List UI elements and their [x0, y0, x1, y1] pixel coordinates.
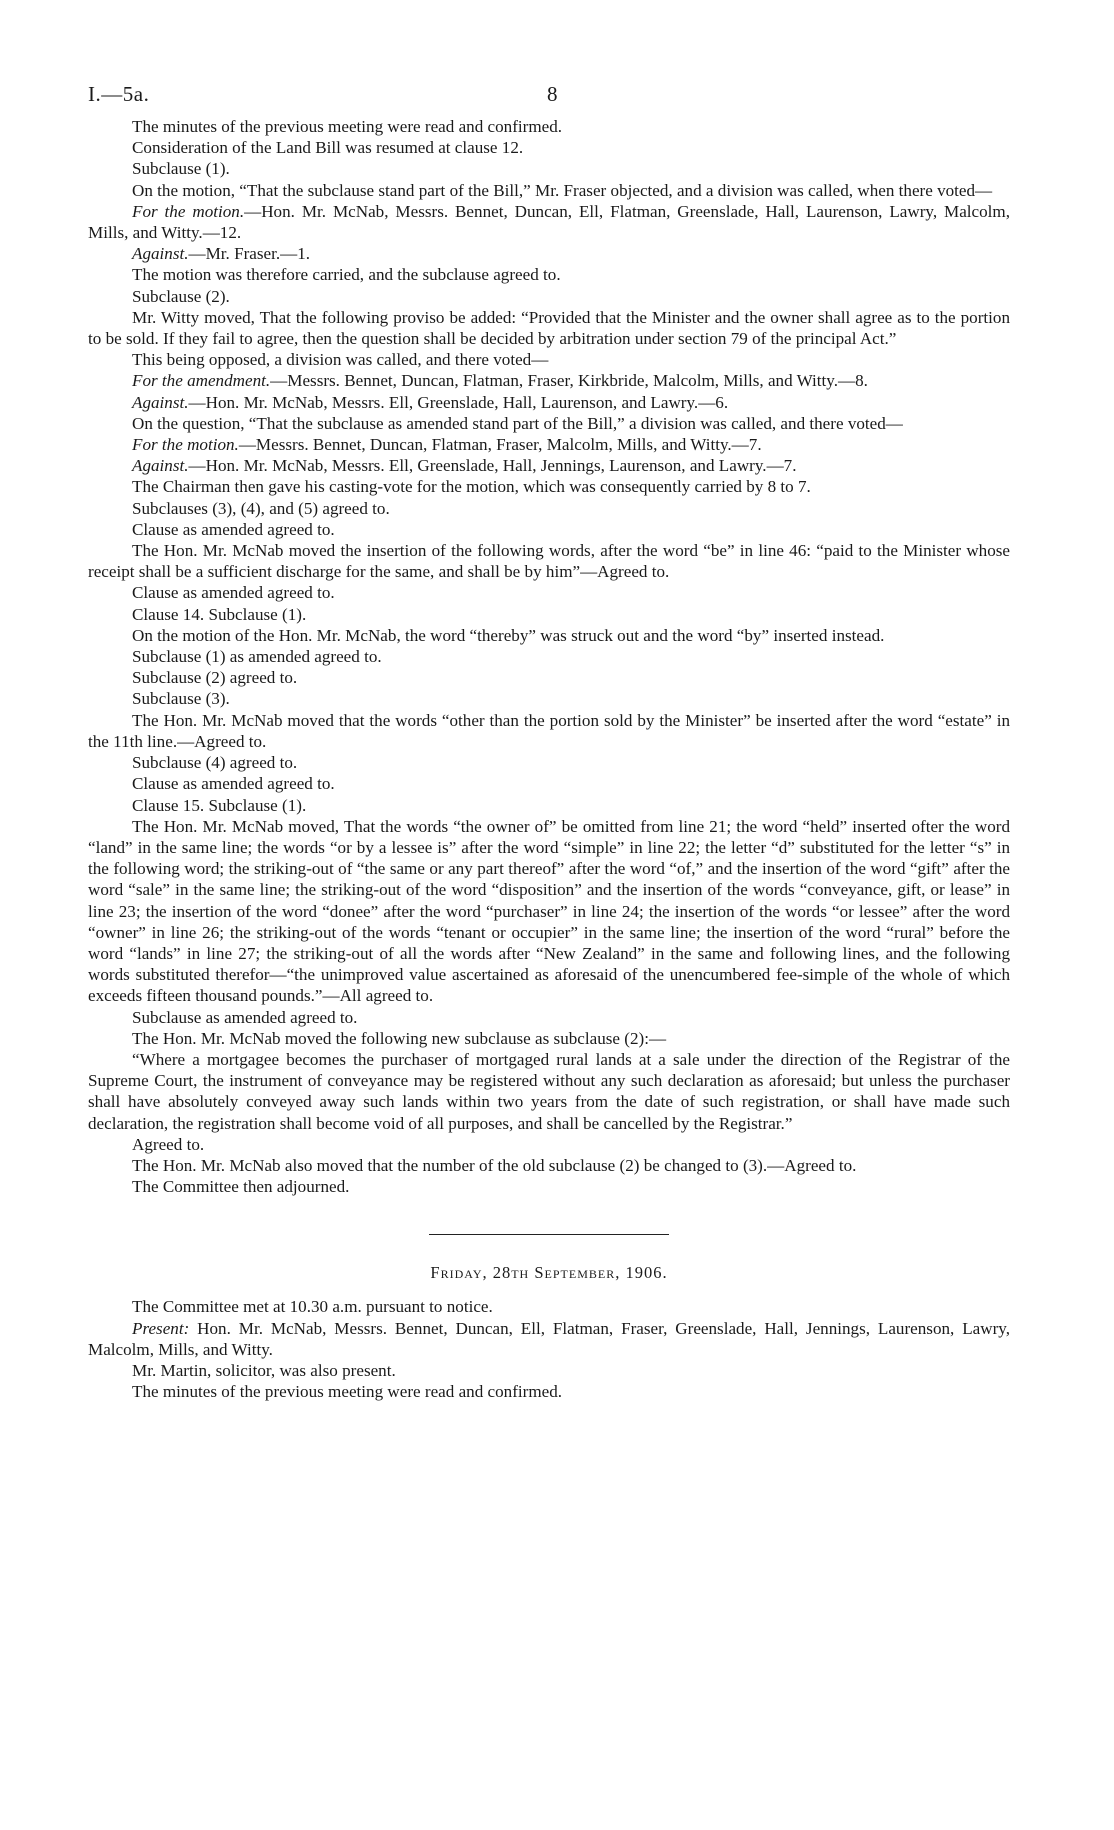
minutes-body-part-1 [88, 116, 1010, 1197]
paragraph: Clause as amended agreed to. [132, 774, 335, 794]
paragraph-label: For the motion. [132, 201, 245, 221]
paragraph: This being opposed, a division was called, and there voted— [132, 350, 549, 370]
paragraph-label: Against. [132, 392, 189, 412]
paragraph-label: For the motion. [132, 435, 239, 455]
paragraph [88, 455, 1010, 476]
paragraph-label: For the amendment. [132, 371, 271, 391]
page-number: 8 [547, 82, 558, 106]
paragraph: Agreed to. [132, 1134, 205, 1154]
paragraph: Clause as amended agreed to. [132, 519, 335, 539]
paragraph: Subclause as amended agreed to. [132, 1007, 358, 1027]
paragraph: The Committee then adjourned. [132, 1177, 350, 1197]
paragraph: Subclause (2). [132, 286, 230, 306]
paragraph [88, 201, 1010, 243]
paragraph: On the question, “That the subclause as amended stand part of the Bill,” a division was called, and there voted— [132, 413, 903, 433]
paragraph: Subclause (3). [132, 689, 230, 709]
paragraph-label: Present: [132, 1318, 190, 1338]
minutes-body-part-2 [88, 1296, 1010, 1402]
paragraph-text: Hon. Mr. McNab, Messrs. Bennet, Duncan, Ell, Flatman, Fraser, Greenslade, Hall, Jennings, Laurenson, Lawry, Malcolm, Mills, and Witty. [88, 1318, 1010, 1359]
page-header [88, 72, 1010, 112]
paragraph: On the motion of the Hon. Mr. McNab, the word “thereby” was struck out and the word “by” inserted instead. [132, 625, 885, 645]
paragraph: The Chairman then gave his casting-vote for the motion, which was consequently carried by 8 to 7. [132, 477, 811, 497]
paragraph: Subclause (1) as amended agreed to. [132, 647, 382, 667]
paragraph-text: —Hon. Mr. McNab, Messrs. Ell, Greenslade, Hall, Laurenson, and Lawry.—6. [188, 392, 729, 412]
paragraph-text: —Hon. Mr. McNab, Messrs. Bennet, Duncan, Ell, Flatman, Greenslade, Hall, Laurenson, Lawry, Malcolm, Mills, and Witty.—12. [88, 201, 1010, 243]
paragraph: The motion was therefore carried, and the subclause agreed to. [132, 265, 561, 285]
paragraph: The Hon. Mr. McNab moved, That the words “the owner of” be omitted from line 21; the word “held” inserted ofter the word “land” in the same line; the words “or by a lessee is” after the word “simple” in line 22; the letter “d” substituted for the letter “s” in the following word; the striking-out of “the same or any part thereof” after the word “of,” and the insertion of the word “gift” after the word “sale” in the same line; the striking-out of the word “disposition” and the insertion of the words “conveyance, gift, or lease” in line 23; the insertion of the word “donee” after the word “purchaser” in line 24; the insertion of the words “or lessee” after the word “owner” in line 26; the striking-out of the words “tenant or occupier” in the same line; the insertion of the word “rural” before the word “lands” in line 27; the striking-out of all the words after “New Zealand” in the same and following lines, and the following words substituted therefor—“the unimproved value ascertained as aforesaid of the unencumbered fee-simple of the whole of which exceeds fifteen thousand pounds.”—All agreed to. [88, 816, 1010, 1006]
paragraph: The Hon. Mr. McNab moved the following new subclause as subclause (2):— [132, 1028, 667, 1048]
paragraph-label: Against. [132, 456, 189, 476]
paragraph-text: —Hon. Mr. McNab, Messrs. Ell, Greenslade, Hall, Jennings, Laurenson, and Lawry.—7. [188, 456, 797, 476]
paragraph [88, 370, 1010, 391]
paragraph-text: —Mr. Fraser.—1. [188, 244, 311, 264]
paragraph-label: Against. [132, 244, 189, 264]
paragraph: Clause 15. Subclause (1). [132, 795, 307, 815]
paragraph: Subclause (2) agreed to. [132, 668, 298, 688]
paragraph: Subclause (4) agreed to. [132, 753, 298, 773]
paragraph: “Where a mortgagee becomes the purchaser of mortgaged rural lands at a sale under the direction of the Registrar of the Supreme Court, the instrument of conveyance may be registered without any such declaration as aforesaid; but unless the purchaser shall have absolutely conveyed away such lands within two years from the date of such registration, or shall have made such declaration, the registration shall become void of all purposes, and shall be cancelled by the Registrar.” [88, 1049, 1010, 1133]
paragraph: Subclauses (3), (4), and (5) agreed to. [132, 498, 390, 518]
paragraph: The Hon. Mr. McNab moved that the words “other than the portion sold by the Minister” be inserted after the word “estate” in the 11th line.—Agreed to. [88, 710, 1010, 751]
paragraph: Mr. Witty moved, That the following proviso be added: “Provided that the Minister and the owner shall agree as to the portion to be sold. If they fail to agree, then the question shall be decided by arbitration under section 79 of the principal Act.” [88, 307, 1010, 349]
paragraph-text: —Messrs. Bennet, Duncan, Flatman, Fraser, Kirkbride, Malcolm, Mills, and Witty.—8. [270, 371, 868, 391]
paragraph: Consideration of the Land Bill was resumed at clause 12. [132, 138, 524, 158]
paragraph: The Hon. Mr. McNab moved the insertion of the following words, after the word “be” in line 46: “paid to the Minister whose receipt shall be a sufficient discharge for the same, and shall be by him”—Agreed to. [88, 541, 1010, 582]
paragraph: The minutes of the previous meeting were read and confirmed. [132, 1382, 563, 1402]
paragraph: Clause 14. Subclause (1). [132, 604, 307, 624]
paragraph: Clause as amended agreed to. [132, 583, 335, 603]
meeting-dateline: Friday, 28th September, 1906. [430, 1263, 668, 1283]
section-divider [429, 1234, 669, 1235]
paragraph: On the motion, “That the subclause stand part of the Bill,” Mr. Fraser objected, and a division was called, when there voted— [132, 180, 993, 200]
paragraph: The Hon. Mr. McNab also moved that the number of the old subclause (2) be changed to (3).—Agreed to. [132, 1155, 857, 1175]
paragraph: The minutes of the previous meeting were read and confirmed. [132, 117, 563, 136]
paragraph-text: —Messrs. Bennet, Duncan, Flatman, Fraser, Malcolm, Mills, and Witty.—7. [238, 435, 762, 455]
paragraph [88, 392, 1010, 413]
paper-code: I.—5a. [88, 82, 150, 106]
paragraph: Mr. Martin, solicitor, was also present. [132, 1360, 396, 1380]
paragraph [88, 243, 1010, 264]
paragraph: The Committee met at 10.30 a.m. pursuant to notice. [132, 1297, 493, 1317]
paragraph: Subclause (1). [132, 159, 230, 179]
paragraph [88, 434, 1010, 455]
paragraph [88, 1318, 1010, 1360]
